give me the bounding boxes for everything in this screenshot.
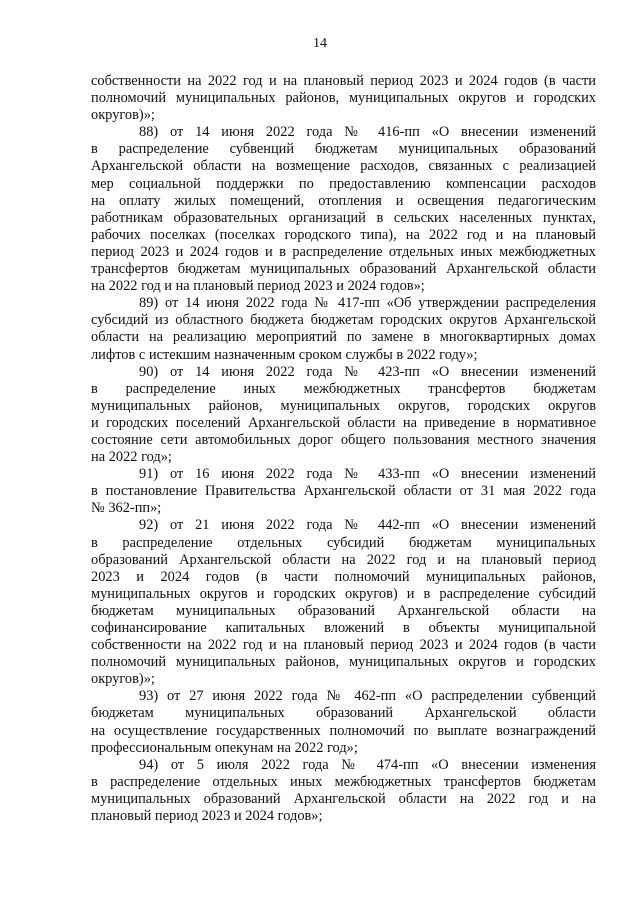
text-line: 91) от 16 июня 2022 года № 433-пп «О внесении изменений: [139, 466, 596, 483]
text-line: в распределение отдельных иных межбюджетных трансфертов бюджетам: [91, 773, 596, 790]
text-line: на осуществление государственных полномочий по выплате вознаграждений: [91, 722, 596, 739]
text-line: на оплату жилых помещений, отопления и освещения педагогическим: [91, 192, 596, 209]
text-line: софинансирование капитальных вложений в объекты муниципальной: [91, 620, 596, 636]
text-line: 89) от 14 июня 2022 года № 417-пп «Об утверждении распределения: [139, 295, 596, 312]
text-line: 94) от 5 июля 2022 года № 474-пп «О внесении изменения: [139, 756, 596, 773]
text-line: округов)»;: [91, 107, 155, 124]
text-line: профессиональным опекунам на 2022 год»;: [91, 739, 358, 756]
text-line: 90) от 14 июня 2022 года № 423-пп «О внесении изменений: [139, 363, 596, 380]
text-line: 92) от 21 июня 2022 года № 442-пп «О внесении изменений: [139, 517, 596, 534]
text-line: в распределение отдельных субсидий бюджетам муниципальных: [91, 534, 596, 551]
text-line: 88) от 14 июня 2022 года № 416-пп «О внесении изменений: [139, 124, 596, 141]
text-line: бюджетам муниципальных образований Архангельской области на: [91, 602, 596, 619]
text-line: работникам образовательных организаций в сельских населенных пунктах,: [91, 209, 596, 226]
page-number: 14: [313, 36, 327, 51]
text-line: состояние сети автомобильных дорог общего пользования местного значения: [91, 431, 596, 448]
text-line: округов)»;: [91, 671, 155, 688]
text-line: области на реализацию мероприятий по замене в многоквартирных домах: [91, 329, 596, 346]
text-line: лифтов с истекшим назначенным сроком службы в 2022 году»;: [91, 346, 478, 363]
text-line: собственности на 2022 год и на плановый период 2023 и 2024 годов (в части: [91, 73, 596, 89]
text-line: муниципальных образований Архангельской области на 2022 год и на: [91, 790, 596, 807]
text-line: в распределение иных межбюджетных трансфертов бюджетам: [91, 380, 596, 397]
text-line: 93) от 27 июня 2022 года № 462-пп «О распределении субвенций: [139, 688, 596, 705]
text-line: бюджетам муниципальных образований Архангельской области: [91, 705, 596, 722]
text-line: в постановление Правительства Архангельской области от 31 мая 2022 года: [91, 483, 596, 500]
text-line: на 2022 год и на плановый период 2023 и 2024 годов»;: [91, 278, 425, 295]
text-line: мер социальной поддержки по предоставлению компенсации расходов: [91, 175, 596, 192]
text-line: в распределение субвенций бюджетам муниципальных образований: [91, 141, 596, 158]
text-line: муниципальных районов, муниципальных округов, городских округов: [91, 397, 596, 414]
text-line: плановый период 2023 и 2024 годов»;: [91, 808, 323, 825]
text-line: № 362-пп»;: [91, 500, 162, 517]
text-line: рабочих поселках (поселках городского типа), на 2022 год и на плановый: [91, 226, 596, 243]
text-line: Архангельской области на возмещение расходов, связанных с реализацией: [91, 158, 596, 175]
text-line: муниципальных округов и городских округов) и в распределение субсидий: [91, 585, 596, 602]
paragraph: [91, 466, 596, 517]
text-line: трансфертов бюджетам муниципальных образований Архангельской области: [91, 261, 596, 278]
paragraph: [91, 688, 596, 756]
text-line: и городских поселений Архангельской области на приведение в нормативное: [91, 414, 596, 431]
document-body: [91, 73, 596, 825]
text-line: период 2023 и 2024 годов и в распределение отдельных иных межбюджетных: [91, 243, 596, 260]
paragraph: [91, 757, 596, 825]
text-line: субсидий из областного бюджета бюджетам городских округов Архангельской: [91, 312, 596, 329]
text-line: полномочий муниципальных районов, муниципальных округов и городских: [91, 90, 596, 107]
text-line: образований Архангельской области на 2022 год и на плановый период: [91, 551, 596, 568]
text-line: полномочий муниципальных районов, муниципальных округов и городских: [91, 654, 596, 671]
text-line: 2023 и 2024 годов (в части полномочий муниципальных районов,: [91, 568, 596, 585]
paragraph: [91, 73, 596, 124]
paragraph: [91, 124, 596, 295]
paragraph: [91, 364, 596, 467]
text-line: на 2022 год»;: [91, 449, 172, 466]
text-line: собственности на 2022 год и на плановый период 2023 и 2024 годов (в части: [91, 637, 596, 654]
paragraph: [91, 295, 596, 363]
paragraph: [91, 517, 596, 688]
